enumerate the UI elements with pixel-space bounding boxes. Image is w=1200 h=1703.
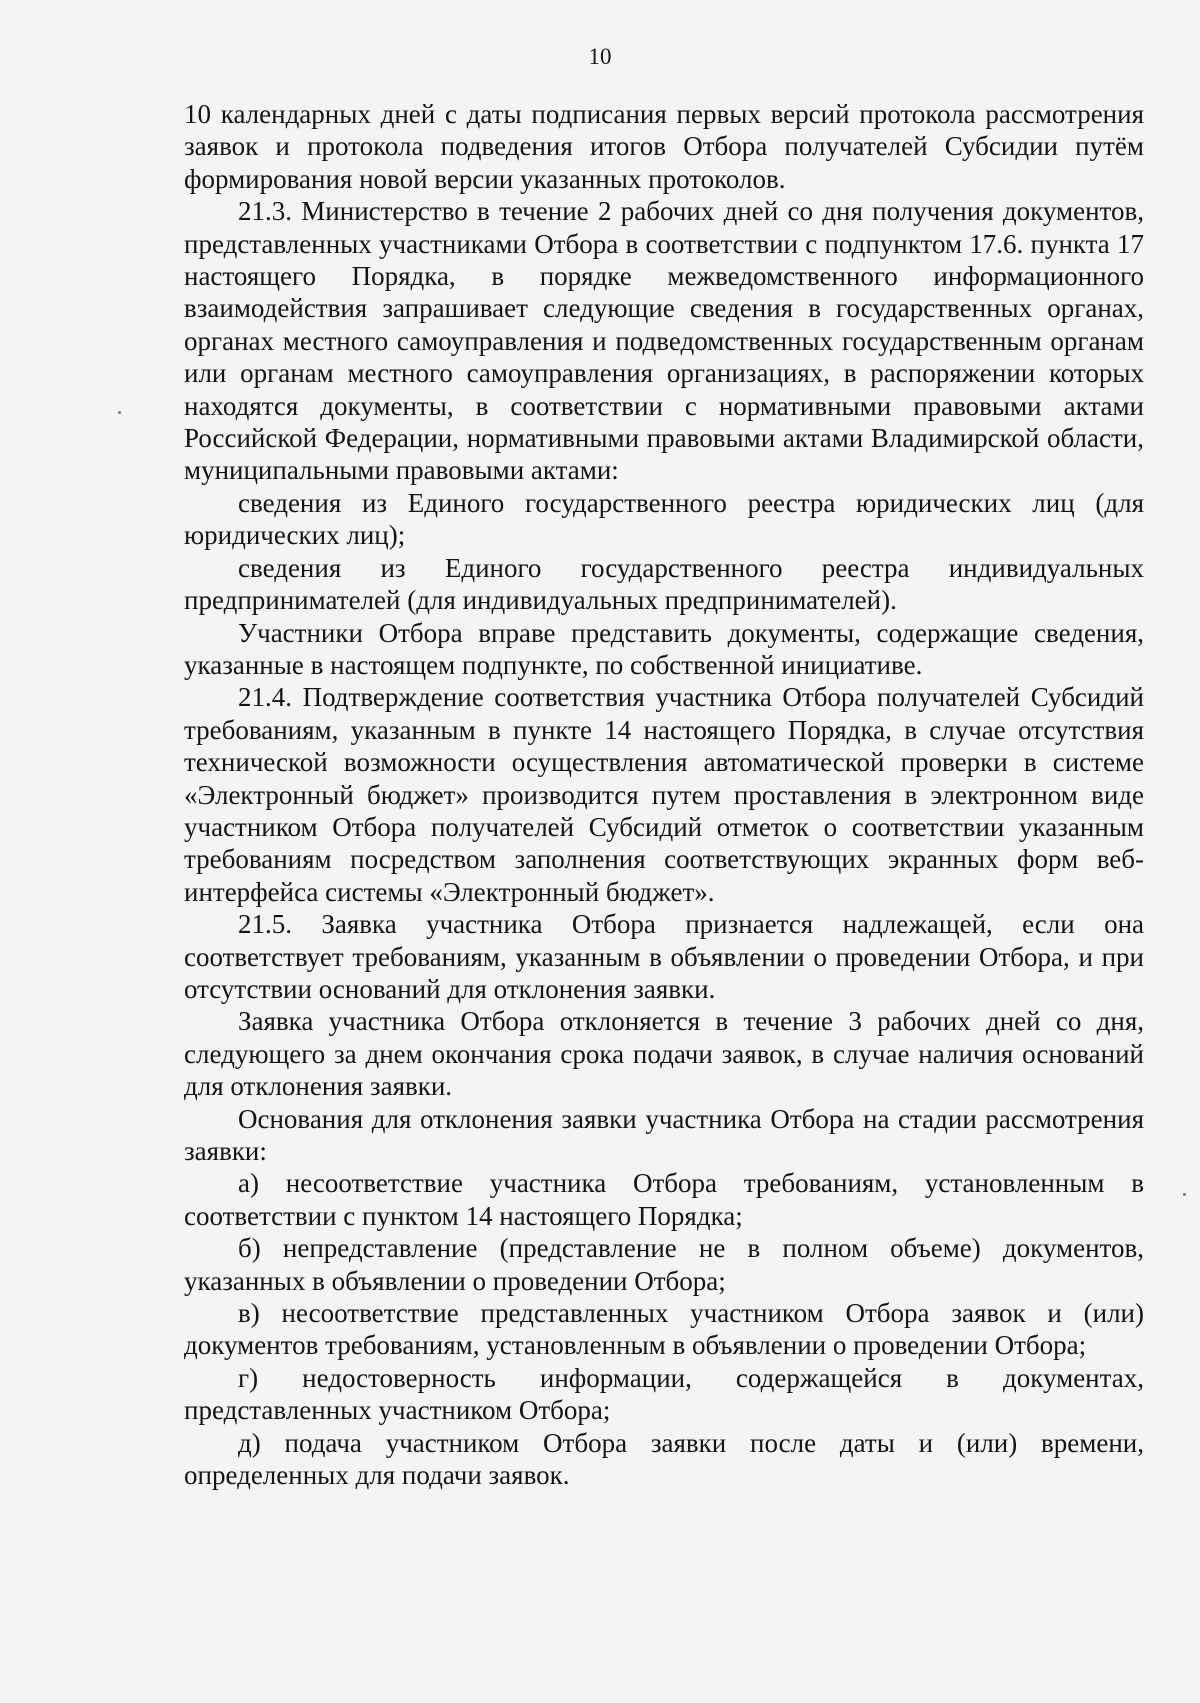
paragraph-21-3: 21.3. Министерство в течение 2 рабочих дней со дня получения документов, представленных участниками Отбора в соответствии с подпунктом 17.6. пункта 17 настоящего Порядка, в порядке межведомственного информационного взаимодействия запрашивает следующие сведения в государственных органах, органах местного самоуправления и подведомственных государственным органам или органам местного самоуправления организациях, в распоряжении которых находятся документы, в соответствии с нормативными правовыми актами Российской Федерации, нормативными правовыми актами Владимирской области, муниципальными правовыми актами: <box>184 196 1144 486</box>
list-item-a: а) несоответствие участника Отбора требованиям, установленным в соответствии с пунктом 14 настоящего Порядка; <box>184 1168 1144 1231</box>
scan-speck <box>118 411 121 414</box>
paragraph-rejection: Заявка участника Отбора отклоняется в течение 3 рабочих дней со дня, следующего за днем окончания срока подачи заявок, в случае наличия оснований для отклонения заявки. <box>184 1006 1144 1102</box>
document-body <box>184 98 1144 1491</box>
scan-speck <box>1183 1193 1186 1196</box>
list-item-g: г) недостоверность информации, содержащейся в документах, представленных участником Отбора; <box>184 1362 1144 1426</box>
paragraph-continuation: 10 календарных дней с даты подписания первых версий протокола рассмотрения заявок и протокола подведения итогов Отбора получателей Субсидии путём формирования новой версии указанных протоколов. <box>184 99 1144 194</box>
paragraph-egrip: сведения из Единого государственного реестра индивидуальных предпринимателей (для индивидуальных предпринимателей). <box>184 552 1144 616</box>
list-item-d: д) подача участником Отбора заявки после даты и (или) времени, определенных для подачи заявок. <box>184 1427 1144 1491</box>
list-item-b: б) непредставление (представление не в полном объеме) документов, указанных в объявлении о проведении Отбора; <box>184 1233 1144 1296</box>
paragraph-grounds: Основания для отклонения заявки участника Отбора на стадии рассмотрения заявки: <box>184 1103 1144 1166</box>
list-item-v: в) несоответствие представленных участником Отбора заявок и (или) документов требованиям, установленным в объявлении о проведении Отбора; <box>184 1298 1144 1361</box>
paragraph-initiative: Участники Отбора вправе представить документы, содержащие сведения, указанные в настоящем подпункте, по собственной инициативе. <box>184 617 1144 680</box>
paragraph-egrul: сведения из Единого государственного реестра юридических лиц (для юридических лиц); <box>184 487 1144 551</box>
paragraph-21-5: 21.5. Заявка участника Отбора признается надлежащей, если она соответствует требованиям, указанным в объявлении о проведении Отбора, и при отсутствии оснований для отклонения заявки. <box>184 909 1144 1004</box>
paragraph-21-4: 21.4. Подтверждение соответствия участника Отбора получателей Субсидий требованиям, указанным в пункте 14 настоящего Порядка, в случае отсутствия технической возможности осуществления автоматической проверки в системе «Электронный бюджет» производится путем проставления в электронном виде участником Отбора получателей Субсидий отметок о соответствии указанным требованиям посредством заполнения соответствующих экранных форм веб-интерфейса системы «Электронный бюджет». <box>184 682 1144 907</box>
page-number: 10 <box>588 44 612 69</box>
